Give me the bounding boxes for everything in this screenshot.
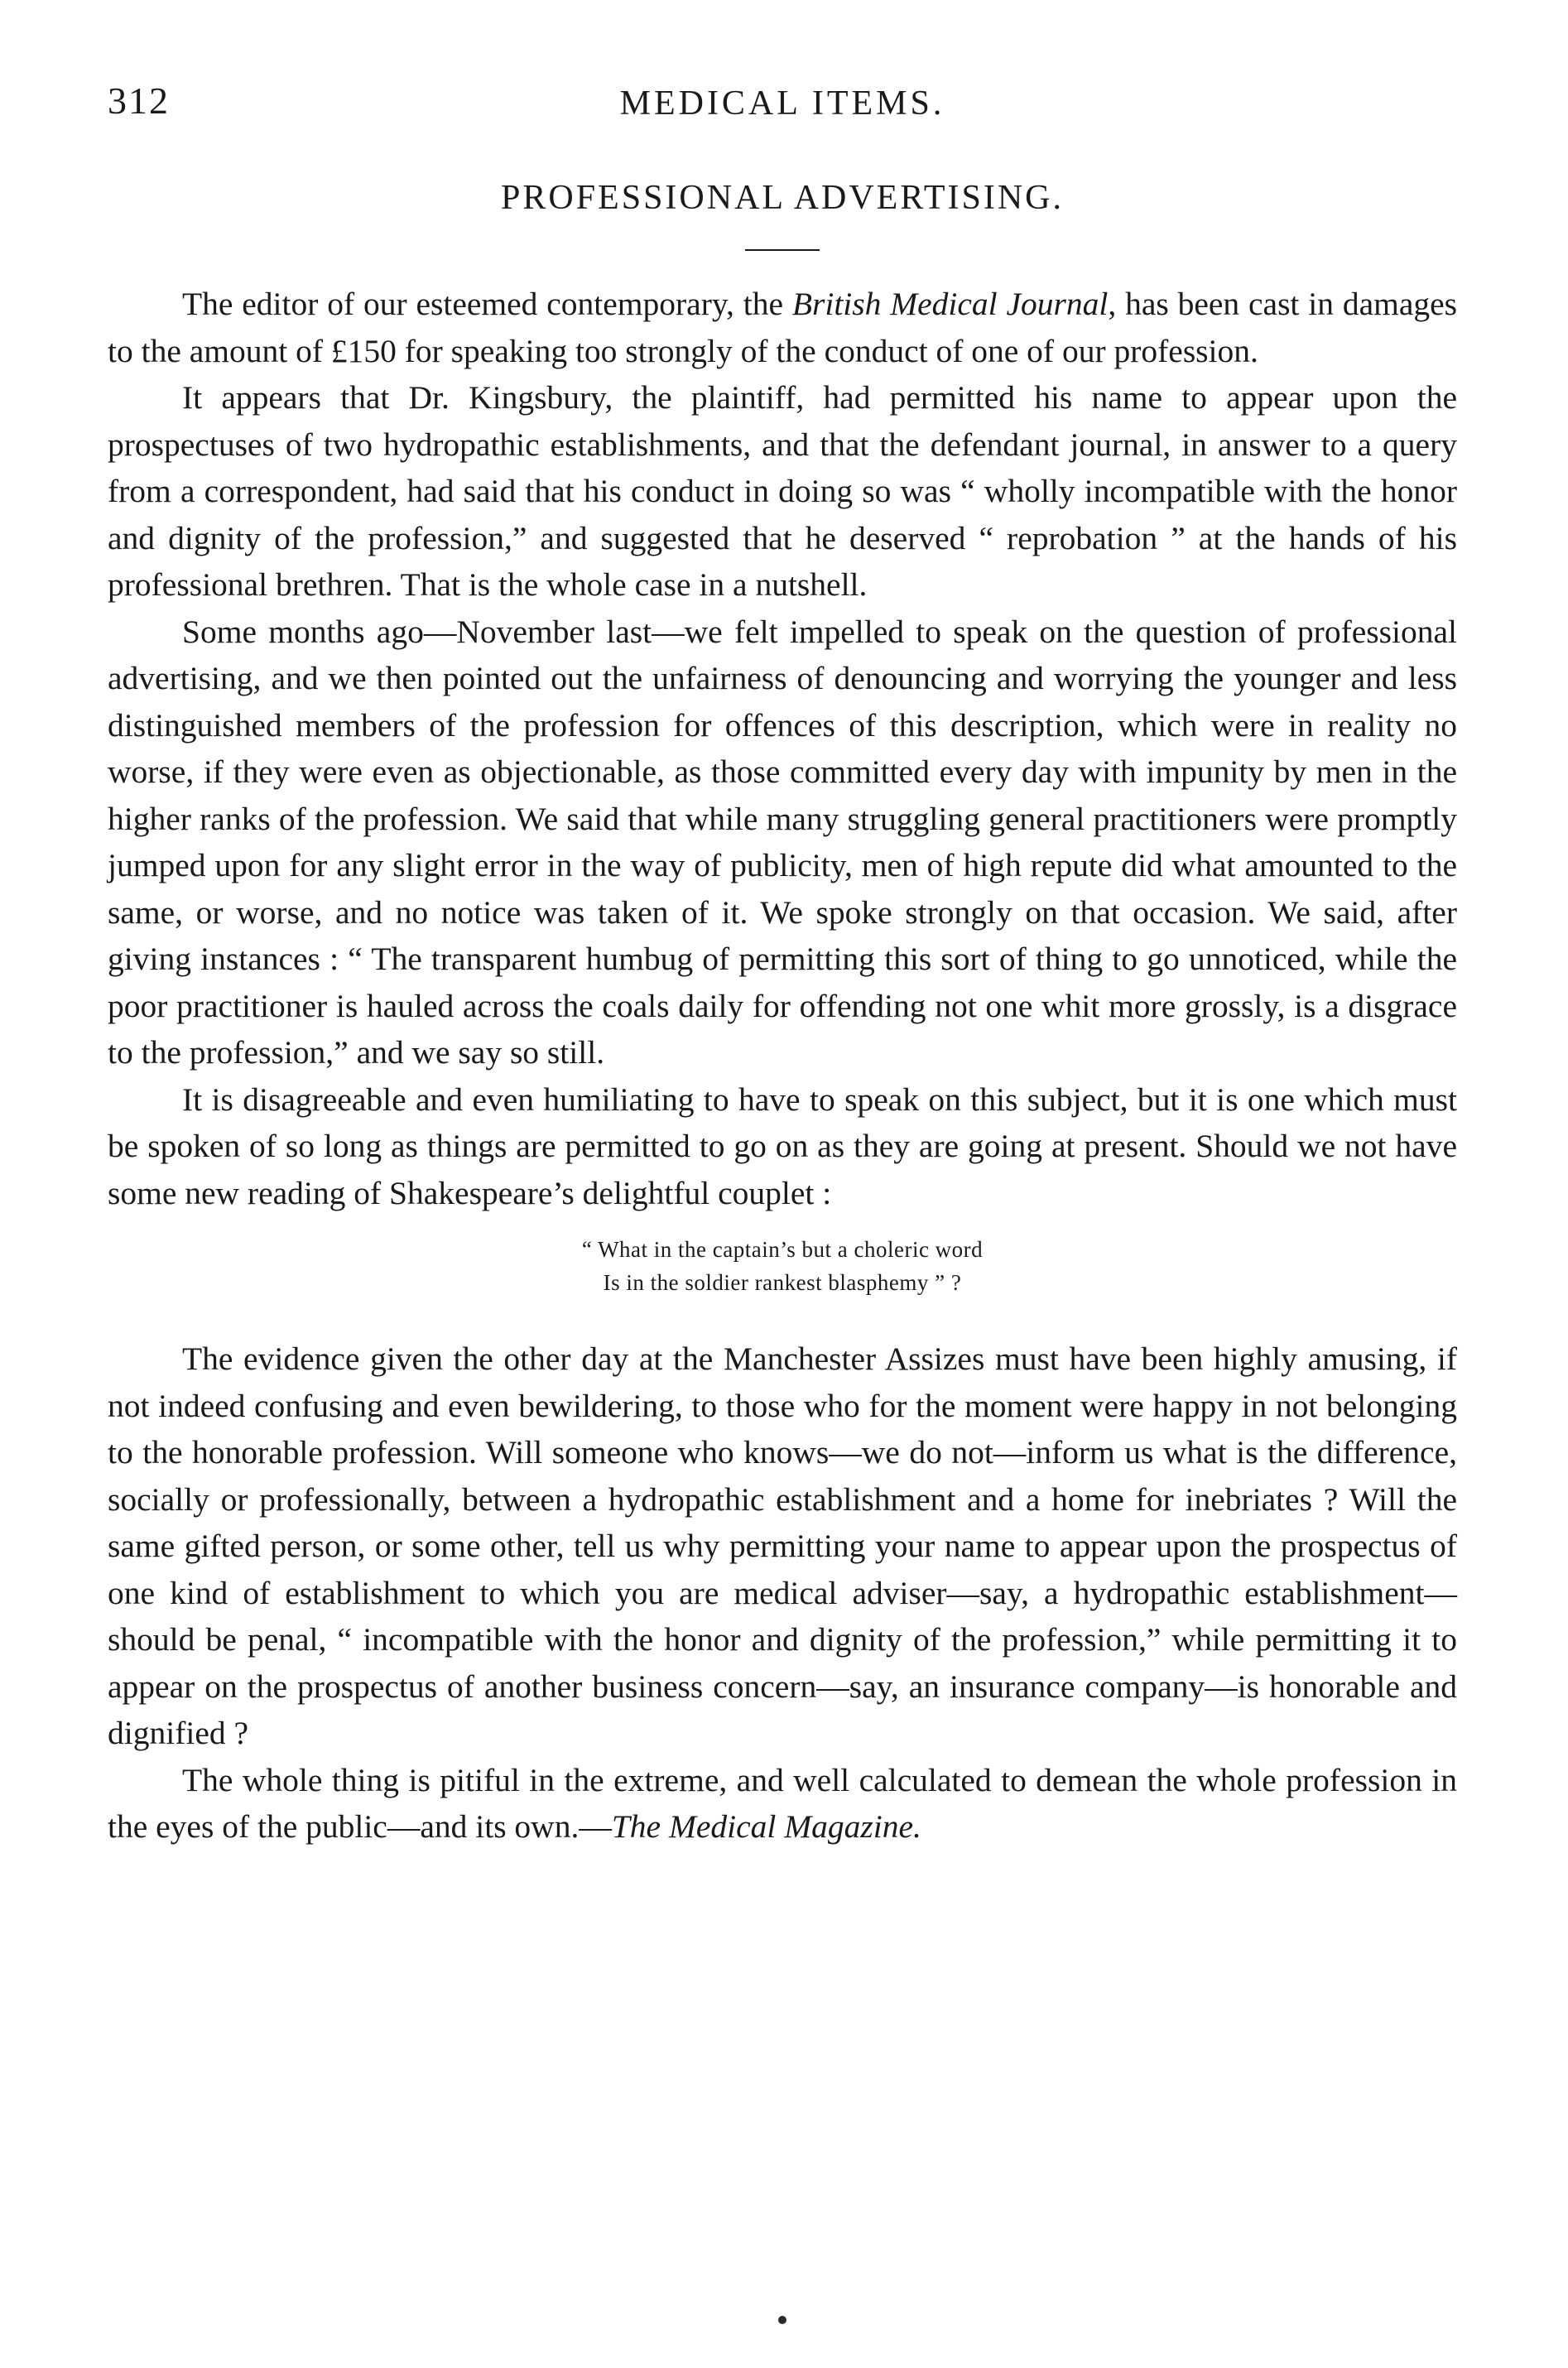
paragraph-1-lead: The editor of our esteemed contemporary, the [182, 286, 792, 322]
paragraph-6 [108, 1757, 1457, 1851]
paragraph-4: It is disagreeable and even humiliating to have to speak on this subject, but it is one which must be spoken of so long as things are permitted to go on as they are going at present. Should we not have some new reading of Shakespeare’s delightful couplet : [108, 1081, 1457, 1211]
journal-name: British Medical Journal [791, 286, 1109, 322]
running-head [108, 79, 1457, 137]
running-title: MEDICAL ITEMS. [619, 84, 945, 123]
paragraph-1 [108, 281, 1457, 374]
ink-mark [778, 2316, 786, 2324]
paragraph-1-rest: , has been cast in damages to the amount of £150 for speaking too strongly of the conduct of one of our profession. [108, 286, 1458, 369]
shakespeare-quote [108, 1233, 1457, 1299]
paragraph-6-text: The whole thing is pitiful in the extreme, and well calculated to demean the whole profession in the eyes of the public—and its own.— [108, 1761, 1457, 1845]
paragraph-2: It appears that Dr. Kingsbury, the plaintiff, had permitted his name to appear upon the prospectuses of two hydropathic establishments, and that the defendant journal, in answer to a query from a correspondent, had said that his conduct in doing so was “ wholly incompatible with the honor and dignity of the profession,” and suggested that he deserved “ reprobation ” at the hands of his professional brethren. That is the whole case in a nutshell. [108, 379, 1457, 603]
title-divider [745, 249, 820, 251]
article-title: PROFESSIONAL ADVERTISING. [501, 179, 1064, 217]
document-page [108, 79, 1457, 1851]
source-attribution: The Medical Magazine. [611, 1808, 921, 1845]
quote-line-1: “ What in the captain’s but a choleric word [581, 1237, 984, 1262]
paragraph-3: Some months ago—November last—we felt impelled to speak on the question of professional advertising, and we then pointed out the unfairness of denouncing and worrying the younger and less distinguished members of the profession for offences of this description, which were in reality no worse, if they were even as objectionable, as those committed every day with impunity by men in the higher ranks of the profession. We said that while many struggling general practitioners were promptly jumped upon for any slight error in the way of publicity, men of high repute did what amounted to the same, or worse, and no notice was taken of it. We spoke strongly on that occasion. We said, after giving instances : “ The transparent humbug of permitting this sort of thing to go unnoticed, while the poor practitioner is hauled across the coals daily for offending not one whit more grossly, is a disgrace to the profession,” and we say so still. [108, 613, 1457, 1071]
paragraph-5: The evidence given the other day at the Manchester Assizes must have been highly amusing, if not indeed confusing and even bewildering, to those who for the moment were happy in not belonging to the honorable profession. Will someone who knows—we do not—inform us what is the difference, socially or professionally, between a hydropathic establishment and a home for inebriates ? Will the same gifted person, or some other, tell us why permitting your name to appear upon the prospectus of one kind of establishment to which you are medical adviser—say, a hydropathic establishment—should be penal, “ incompatible with the honor and dignity of the profession,” while permitting it to appear on the prospectus of another business concern—say, an insurance company—is honorable and dignified ? [108, 1340, 1457, 1751]
page-number: 312 [108, 79, 170, 122]
quote-line-2: Is in the soldier rankest blasphemy ” ? [603, 1270, 962, 1295]
